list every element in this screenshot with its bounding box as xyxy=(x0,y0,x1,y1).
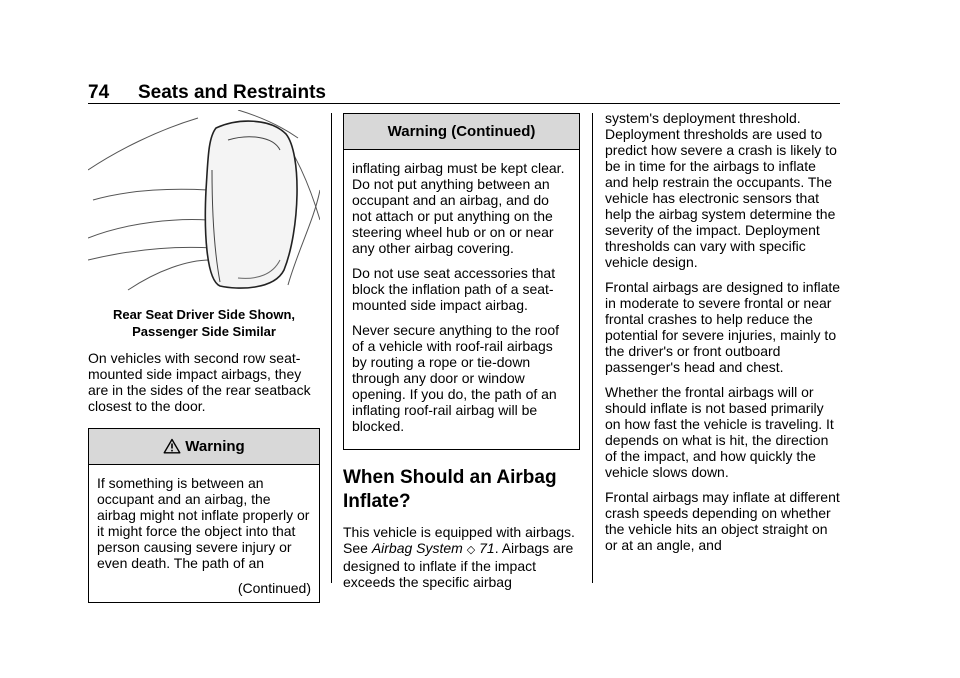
column-divider-1 xyxy=(331,113,332,583)
warning-text: If something is between an occupant and an airbag, the airbag might not inflate properly or it might force the object into that person causing severe injury or even death. The path of an xyxy=(97,475,310,571)
warning-paragraph-3: Never secure anything to the roof of a vehicle with roof-rail airbags by routing a rope or tie-down through any door or window opening. If you do, the path of an inflating roof-rail airbag will be blocked. xyxy=(352,322,560,434)
header-rule xyxy=(88,103,840,104)
crash-speed-paragraph: Frontal airbags may inflate at different crash speeds depending on whether the vehicle hits an object straight on or at an angle, and xyxy=(605,489,840,553)
page-header xyxy=(88,82,840,104)
warning-continued-box xyxy=(343,113,580,450)
section-heading: When Should an Airbag Inflate? xyxy=(343,467,557,512)
column-3 xyxy=(605,110,841,562)
warning-box xyxy=(88,428,320,603)
warning-paragraph-2: Do not use seat accessories that block the inflation path of a seat-mounted side impact airbag. xyxy=(352,265,556,313)
warning-header xyxy=(89,429,319,465)
section-title: Seats and Restraints xyxy=(138,82,326,103)
airbag-system-link[interactable]: Airbag System ◇ 71 xyxy=(371,540,495,556)
page-ref-icon: ◇ xyxy=(466,544,476,556)
figure-caption: Rear Seat Driver Side Shown, Passenger Side Similar xyxy=(112,307,296,339)
airbag-intro-paragraph: This vehicle is equipped with airbags. See Airbag System ◇ 71. Airbags are designed to inflate if the impact exceeds the specific airbag xyxy=(343,524,575,590)
column-2 xyxy=(343,110,580,599)
warning-triangle-icon xyxy=(163,438,181,454)
deployment-paragraph: system's deployment threshold. Deployment thresholds are used to predict how severe a crash is likely to be in time for the airbags to inflate and help restrain the occupants. The vehicle has electronic sensors that help the airbag system determine the severity of the impact. Deployment thresholds can vary with specific vehicle design. xyxy=(605,110,837,270)
column-divider-2 xyxy=(592,113,593,583)
warning-title: Warning xyxy=(185,438,245,455)
warning-continued-header: Warning (Continued) xyxy=(344,114,579,150)
continued-label: (Continued) xyxy=(237,580,311,596)
intro-paragraph: On vehicles with second row seat-mounted side impact airbags, they are in the sides of the rear seatback closest to the door. xyxy=(88,350,311,414)
column-1 xyxy=(88,110,320,603)
warning-paragraph-1: inflating airbag must be kept clear. Do not put anything between an occupant and an airbag, and do not attach or put anything on the steering wheel hub or on or near any other airbag covering. xyxy=(352,160,565,256)
frontal-airbags-paragraph: Frontal airbags are designed to inflate in moderate to severe frontal or near frontal crashes to help reduce the potential for severe injuries, mainly to the driver's or front outboard passenger's head and chest. xyxy=(605,279,841,375)
warning-continued-body xyxy=(344,150,579,449)
warning-body xyxy=(89,465,319,602)
seat-airbag-illustration xyxy=(88,110,320,300)
page-number: 74 xyxy=(88,82,110,103)
inflation-criteria-paragraph: Whether the frontal airbags will or should inflate is not based primarily on how fast the vehicle is traveling. It depends on what is hit, the direction of the impact, and how quickly the vehicle slows down. xyxy=(605,384,834,480)
